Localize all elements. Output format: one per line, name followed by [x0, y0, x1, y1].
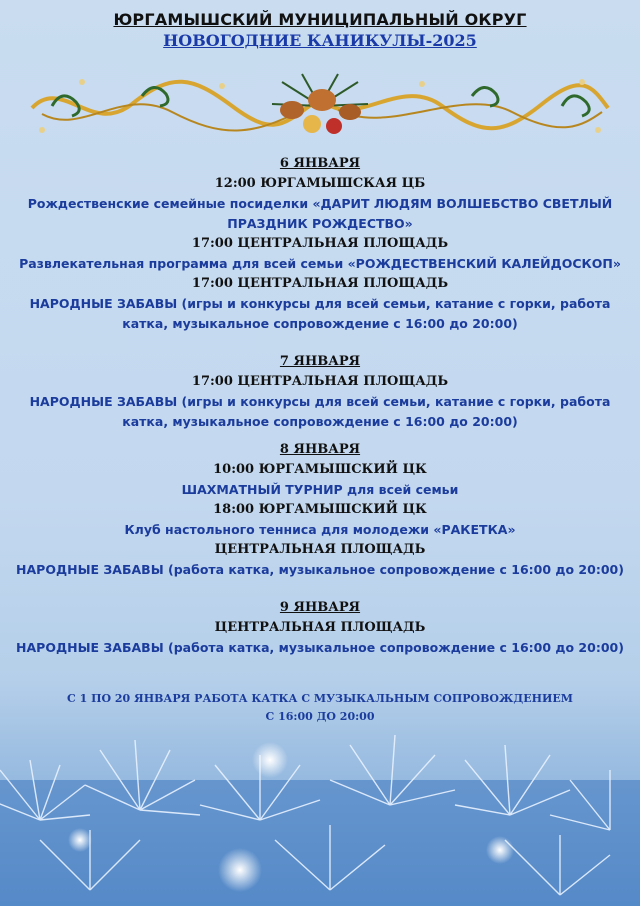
- day-date: 7 ЯНВАРЯ: [279, 354, 361, 369]
- event-desc: НАРОДНЫЕ ЗАБАВЫ (работа катка, музыкальное сопровождение с 16:00 до 20:00): [16, 562, 624, 577]
- page-subtitle: НОВОГОДНИЕ КАНИКУЛЫ-2025: [163, 31, 477, 50]
- event-place: ЦЕНТРАЛЬНАЯ ПЛОЩАДЬ: [214, 620, 426, 635]
- day-section: [12, 352, 628, 432]
- event-place: 17:00 ЦЕНТРАЛЬНАЯ ПЛОЩАДЬ: [191, 276, 449, 291]
- day-section: [12, 598, 628, 658]
- event-place: 18:00 ЮРГАМЫШСКИЙ ЦК: [213, 502, 427, 517]
- day-section: [12, 440, 628, 580]
- day-date: 8 ЯНВАРЯ: [279, 442, 361, 457]
- event-desc: Развлекательная программа для всей семьи «РОЖДЕСТВЕНСКИЙ КАЛЕЙДОСКОП»: [19, 256, 621, 271]
- event-desc: НАРОДНЫЕ ЗАБАВЫ (игры и конкурсы для всей семьи, катание с горки, работа: [29, 394, 611, 409]
- header: [0, 10, 640, 50]
- footer-line: С 16:00 ДО 20:00: [265, 710, 375, 723]
- event-desc: ШАХМАТНЫЙ ТУРНИР для всей семьи: [181, 482, 459, 497]
- event-desc: ПРАЗДНИК РОЖДЕСТВО»: [227, 216, 413, 231]
- event-desc: НАРОДНЫЕ ЗАБАВЫ (работа катка, музыкальное сопровождение с 16:00 до 20:00): [16, 640, 624, 655]
- event-place: 17:00 ЦЕНТРАЛЬНАЯ ПЛОЩАДЬ: [191, 374, 449, 389]
- day-date: 6 ЯНВАРЯ: [279, 156, 361, 171]
- event-desc: НАРОДНЫЕ ЗАБАВЫ (игры и конкурсы для всей семьи, катание с горки, работа: [29, 296, 611, 311]
- page-title: ЮРГАМЫШСКИЙ МУНИЦИПАЛЬНЫЙ ОКРУГ: [113, 10, 527, 29]
- event-place: 17:00 ЦЕНТРАЛЬНАЯ ПЛОЩАДЬ: [191, 236, 449, 251]
- event-desc: катка, музыкальное сопровождение с 16:00 до 20:00): [122, 316, 518, 331]
- spruce-branches-decoration: [0, 700, 640, 906]
- event-place: 10:00 ЮРГАМЫШСКИЙ ЦК: [213, 462, 427, 477]
- event-desc: Клуб настольного тенниса для молодежи «РАКЕТКА»: [124, 522, 516, 537]
- event-desc: Рождественские семейные посиделки «ДАРИТ ЛЮДЯМ ВОЛШЕБСТВО СВЕТЛЫЙ: [27, 196, 613, 211]
- schedule: [12, 154, 628, 658]
- footer-line: С 1 ПО 20 ЯНВАРЯ РАБОТА КАТКА С МУЗЫКАЛЬНЫМ СОПРОВОЖДЕНИЕМ: [67, 692, 573, 705]
- event-place: ЦЕНТРАЛЬНАЯ ПЛОЩАДЬ: [214, 542, 426, 557]
- day-date: 9 ЯНВАРЯ: [279, 600, 361, 615]
- event-desc: катка, музыкальное сопровождение с 16:00 до 20:00): [122, 414, 518, 429]
- day-section: [12, 154, 628, 334]
- event-place: 12:00 ЮРГАМЫШСКАЯ ЦБ: [214, 176, 426, 191]
- garland-decoration: [22, 66, 618, 148]
